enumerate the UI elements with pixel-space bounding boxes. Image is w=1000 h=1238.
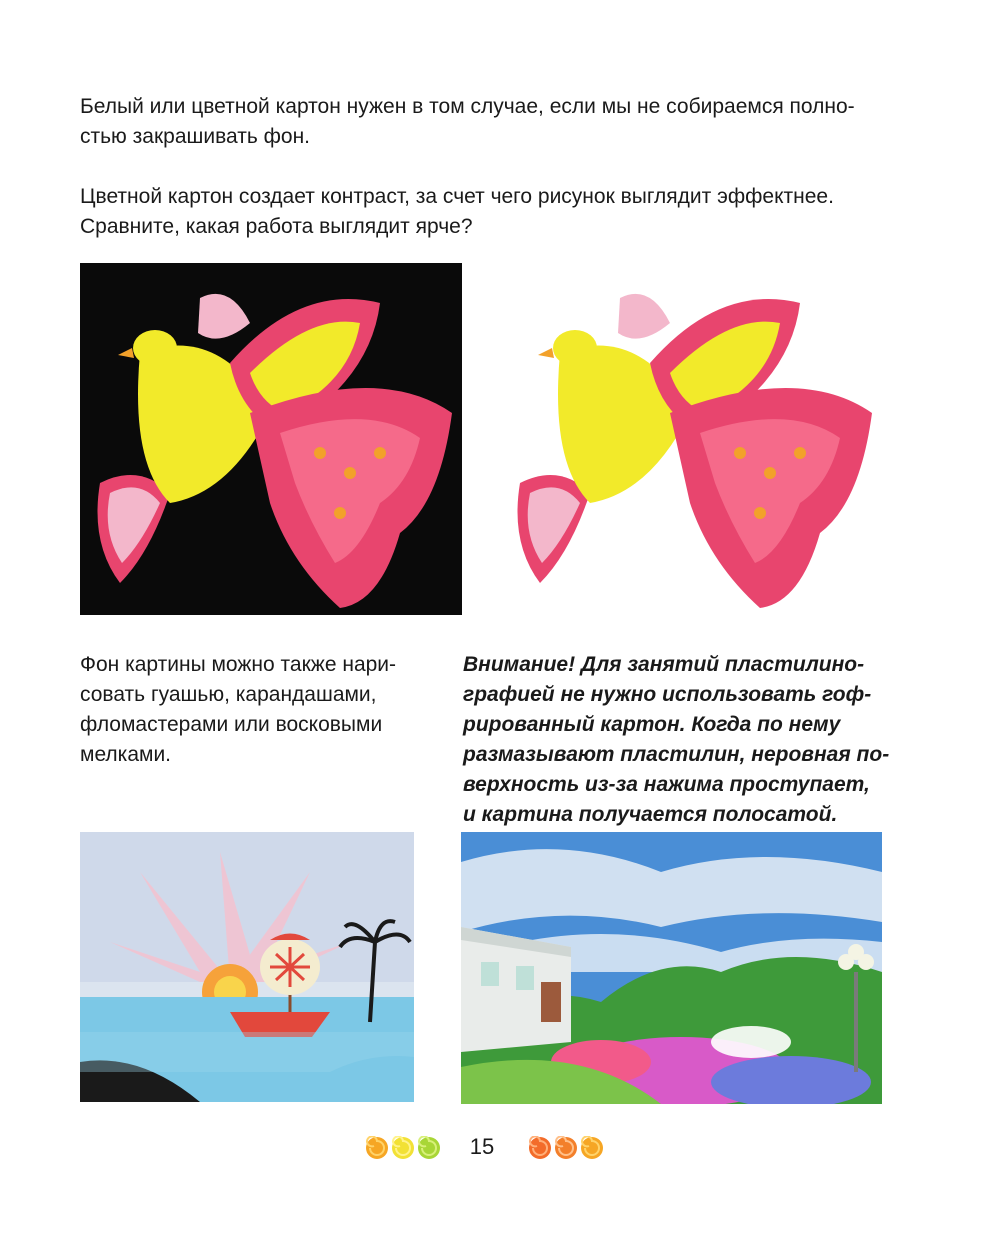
intro-paragraph	[80, 92, 920, 152]
park-landscape-painting-image	[461, 832, 882, 1104]
sunset-ship-drawing-image	[80, 832, 414, 1102]
warning-line: размазывают пластилин, неровная по-	[463, 743, 890, 766]
swirl-icon	[580, 1136, 604, 1160]
swirl-icon	[391, 1136, 415, 1160]
intro-line-2: стью закрашивать фон.	[80, 125, 310, 148]
warning-line: верхность из-за нажима проступает,	[463, 773, 870, 796]
warning-line: рированный картон. Когда по нему	[463, 713, 841, 736]
left-swirl-decorations	[365, 1136, 441, 1160]
swirl-icon	[528, 1136, 552, 1160]
background-note-line: фломастерами или восковыми	[80, 713, 383, 736]
right-swirl-decorations	[528, 1136, 604, 1160]
warning-line: графией не нужно использовать гоф-	[463, 683, 872, 706]
firebird-white-background-image	[500, 263, 882, 615]
contrast-line-2: Сравните, какая работа выглядит ярче?	[80, 215, 473, 238]
contrast-line-1: Цветной картон создает контраст, за счет чего рисунок выглядит эффектнее.	[80, 185, 834, 208]
firebird-black-background-image	[80, 263, 462, 615]
warning-line: и картина получается полосатой.	[463, 803, 838, 826]
background-note-paragraph	[80, 650, 396, 770]
warning-line: Внимание! Для занятий пластилино-	[463, 653, 865, 676]
page-number: 15	[469, 1134, 495, 1159]
background-note-line: Фон картины можно также нари-	[80, 653, 397, 676]
warning-paragraph	[463, 650, 889, 830]
swirl-icon	[554, 1136, 578, 1160]
swirl-icon	[417, 1136, 441, 1160]
background-note-line: мелками.	[80, 743, 172, 766]
contrast-paragraph	[80, 182, 920, 242]
intro-line-1: Белый или цветной картон нужен в том случае, если мы не собираемся полно-	[80, 95, 855, 118]
swirl-icon	[365, 1136, 389, 1160]
background-note-line: совать гуашью, карандашами,	[80, 683, 377, 706]
